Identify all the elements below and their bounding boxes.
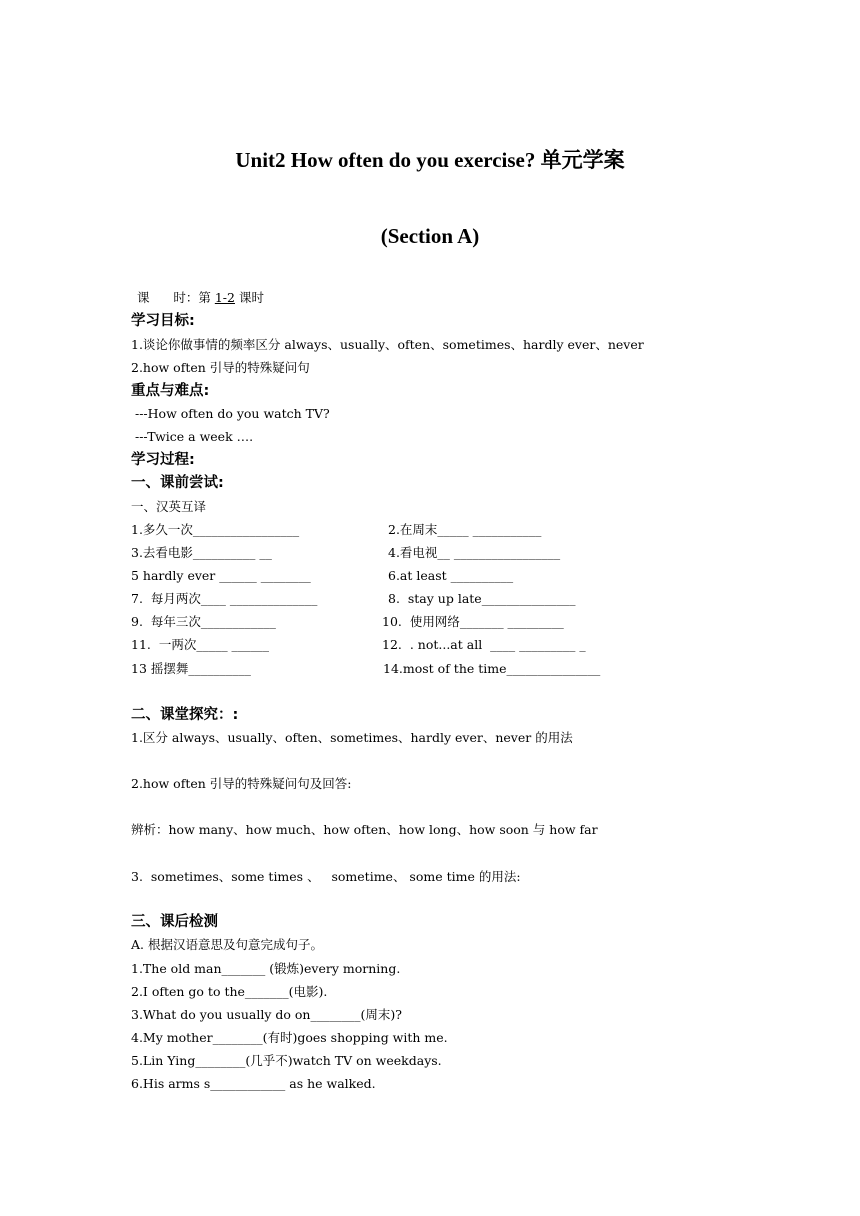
vocab-item: 5 hardly ever ______ ________ (131, 568, 311, 583)
class-hour-suffix: 课时 (234, 290, 264, 305)
in-class-item: 2.how often 引导的特殊疑问句及回答: (131, 776, 352, 791)
vocab-item: 11. 一两次_____ ______ (131, 637, 270, 652)
vocab-item: 3.去看电影__________ __ (131, 545, 272, 560)
exercise-item: 2.I often go to the_______(电影). (131, 984, 328, 999)
vocab-item: 6.at least __________ (388, 568, 514, 583)
pre-class-heading: 一、课前尝试: (131, 475, 224, 491)
key-point-item: ---Twice a week …. (131, 429, 254, 444)
class-hour-label: 课 时：第 (137, 290, 215, 305)
section-title: (Section A) (380, 224, 480, 248)
vocab-item: 12. . not...at all ____ _________ _ (382, 637, 586, 652)
in-class-item: 3. sometimes、some times 、 sometime、 some time 的用法: (131, 869, 521, 884)
vocab-item: 13 摇摆舞__________ (131, 661, 251, 676)
class-hour-value: 1-2 (214, 290, 235, 305)
vocab-item: 10. 使用网络_______ _________ (382, 614, 564, 629)
objective-item: 1.谈论你做事情的频率区分 always、usually、often、sometimes、hardly ever、never (131, 337, 644, 352)
key-point-item: ---How often do you watch TV? (131, 406, 330, 421)
vocab-item: 4.看电视__ _________________ (388, 545, 561, 560)
exercise-item: 4.My mother________(有时)goes shopping with me. (131, 1030, 448, 1045)
class-hour (137, 290, 264, 306)
vocab-item: 1.多久一次_________________ (131, 522, 300, 537)
pre-class-subheading: 一、汉英互译 (131, 499, 207, 514)
document-title: Unit2 How often do you exercise? 单元学案 (235, 148, 625, 172)
objective-item: 2.how often 引导的特殊疑问句 (131, 360, 310, 375)
process-heading: 学习过程: (131, 452, 195, 468)
vocab-item: 2.在周末_____ ___________ (388, 522, 542, 537)
vocab-item: 8. stay up late_______________ (388, 591, 576, 606)
in-class-heading: 二、课堂探究：: (131, 707, 239, 723)
exercise-item: 6.His arms s____________ as he walked. (131, 1076, 376, 1091)
exercise-item: 3.What do you usually do on________(周末)? (131, 1007, 402, 1022)
objectives-heading: 学习目标: (131, 313, 195, 329)
exercise-item: 5.Lin Ying________(几乎不)watch TV on weekdays. (131, 1053, 442, 1068)
key-points-heading: 重点与难点: (131, 383, 210, 399)
exercise-item: 1.The old man_______ (锻炼)every morning. (131, 961, 401, 976)
in-class-item: 1.区分 always、usually、often、sometimes、hardly ever、never 的用法 (131, 730, 573, 745)
in-class-item: 辨析：how many、how much、how often、how long、how soon 与 how far (131, 822, 598, 837)
after-class-heading: 三、课后检测 (131, 914, 218, 930)
vocab-item: 7. 每月两次____ ______________ (131, 591, 318, 606)
vocab-item: 9. 每年三次____________ (131, 614, 276, 629)
after-class-subheading: A. 根据汉语意思及句意完成句子。 (131, 937, 323, 952)
vocab-item: 14.most of the time_______________ (383, 661, 601, 676)
